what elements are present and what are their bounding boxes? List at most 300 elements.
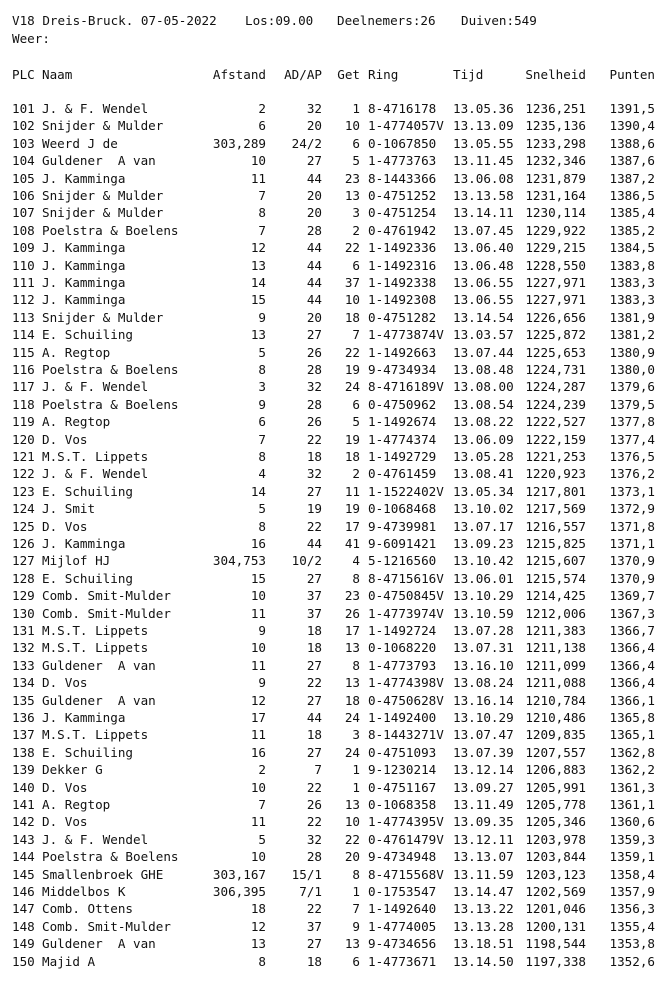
cell-adap: 28 [306,396,322,412]
cell-get: 8 [352,657,360,673]
cell-get: 6 [352,396,360,412]
table-row [0,465,670,482]
cell-ring: 1-4774057V [368,118,444,134]
cell-snelheid: 1215,574 [525,570,586,586]
cell-ring: 1-4774005 [368,918,437,934]
cell-punten: 1366,1 [609,692,655,708]
cell-ring: 1-1522402V [368,483,444,499]
cell-snelheid: 1200,131 [525,918,586,934]
cell-snelheid: 1197,338 [525,953,586,969]
cell-adap: 44 [306,275,322,290]
cell-punten: 1385,4 [609,205,655,221]
cell-plc: 107 [12,205,35,221]
cell-afstand: 16 [250,536,266,551]
cell-snelheid: 1210,486 [525,710,586,725]
cell-naam: Middelbos K [42,884,126,899]
cell-punten: 1365,1 [609,727,655,743]
cell-snelheid: 1226,656 [525,309,586,325]
cell-tijd: 13.10.29 [453,588,514,604]
pigeons-count: Duiven:549 [461,13,537,28]
cell-punten: 1355,4 [609,918,655,934]
cell-naam: J. Smit [42,501,96,517]
cell-naam: D. Vos [42,814,88,830]
col-tijd: Tijd [453,67,484,82]
cell-afstand: 303,167 [212,866,266,882]
cell-ring: 0-4751252 [368,188,437,203]
cell-punten: 1359,3 [609,831,655,847]
cell-plc: 123 [12,483,35,499]
cell-naam: Snijder & Mulder [42,205,164,221]
weather-line [0,30,670,47]
cell-plc: 147 [12,901,35,917]
cell-naam: E. Schuiling [42,570,133,586]
cell-punten: 1366,4 [609,640,655,656]
cell-punten: 1362,2 [609,762,655,778]
cell-snelheid: 1207,557 [525,744,586,760]
cell-naam: J. & F. Wendel [42,379,149,395]
cell-punten: 1377,4 [609,431,655,447]
cell-snelheid: 1225,653 [525,344,586,360]
cell-get: 26 [344,605,360,621]
cell-punten: 1383,3 [609,275,655,290]
cell-afstand: 306,395 [212,884,266,899]
cell-adap: 20 [306,188,322,203]
cell-snelheid: 1211,138 [525,640,586,656]
cell-plc: 133 [12,657,35,673]
table-row [0,187,670,204]
cell-plc: 112 [12,292,35,308]
cell-afstand: 16 [250,744,266,760]
cell-adap: 27 [306,936,322,952]
cell-get: 6 [352,953,360,969]
cell-tijd: 13.06.01 [453,570,514,586]
cell-plc: 148 [12,918,35,934]
cell-plc: 145 [12,866,35,882]
header-line [0,12,670,29]
cell-ring: 1-4773974V [368,605,444,621]
cell-punten: 1356,3 [609,901,655,917]
cell-afstand: 7 [258,188,266,203]
cell-naam: J. & F. Wendel [42,101,149,116]
table-row [0,918,670,935]
cell-snelheid: 1214,425 [525,588,586,604]
cell-snelheid: 1205,346 [525,814,586,830]
cell-tijd: 13.07.17 [453,518,514,534]
cell-punten: 1385,2 [609,222,655,238]
cell-plc: 126 [12,536,35,551]
cell-punten: 1353,8 [609,936,655,952]
cell-afstand: 11 [250,814,266,830]
cell-naam: E. Schuiling [42,483,133,499]
cell-punten: 1386,5 [609,188,655,203]
cell-afstand: 10 [250,640,266,656]
cell-tijd: 13.06.55 [453,275,514,290]
table-row [0,726,670,743]
cell-punten: 1384,5 [609,240,655,256]
cell-naam: J. Kamminga [42,240,126,256]
cell-ring: 0-4750628V [368,692,444,708]
cell-snelheid: 1231,164 [525,188,586,203]
cell-get: 20 [344,849,360,865]
cell-afstand: 6 [258,118,266,134]
col-snelheid: Snelheid [525,67,586,82]
cell-ring: 1-4773763 [368,153,437,169]
cell-snelheid: 1230,114 [525,205,586,221]
cell-ring: 9-6091421 [368,536,437,551]
cell-naam: J. Kamminga [42,170,126,186]
cell-tijd: 13.11.45 [453,153,514,169]
table-row [0,204,670,221]
cell-adap: 19 [306,501,322,517]
cell-afstand: 13 [250,257,266,273]
cell-adap: 22 [306,814,322,830]
cell-adap: 32 [306,379,322,395]
cell-naam: M.S.T. Lippets [42,727,149,743]
cell-tijd: 13.16.14 [453,692,514,708]
cell-ring: 1-1492336 [368,240,437,256]
cell-tijd: 13.10.59 [453,605,514,621]
cell-tijd: 13.07.31 [453,640,514,656]
cell-adap: 27 [306,570,322,586]
cell-snelheid: 1229,215 [525,240,586,256]
cell-snelheid: 1210,784 [525,692,586,708]
cell-snelheid: 1236,251 [525,101,586,116]
cell-plc: 120 [12,431,35,447]
cell-afstand: 5 [258,831,266,847]
cell-get: 5 [352,153,360,169]
cell-snelheid: 1221,253 [525,449,586,464]
cell-plc: 118 [12,396,35,412]
cell-adap: 28 [306,362,322,377]
cell-adap: 20 [306,118,322,134]
cell-adap: 18 [306,727,322,743]
cell-ring: 1-4774398V [368,675,444,691]
table-row [0,866,670,883]
cell-afstand: 8 [258,205,266,221]
cell-punten: 1373,1 [609,483,655,499]
cell-punten: 1370,9 [609,553,655,569]
cell-tijd: 13.08.22 [453,414,514,430]
cell-ring: 0-4751093 [368,744,437,760]
cell-afstand: 9 [258,675,266,691]
cell-adap: 7 [314,762,322,778]
cell-naam: D. Vos [42,431,88,447]
cell-naam: Guldener A van [42,153,156,169]
cell-ring: 0-4751282 [368,309,437,325]
cell-ring: 1-4773874V [368,327,444,343]
cell-ring: 0-4750845V [368,588,444,604]
cell-tijd: 13.12.14 [453,762,514,778]
table-row [0,779,670,796]
cell-tijd: 13.08.48 [453,362,514,377]
table-row [0,483,670,500]
cell-punten: 1383,8 [609,257,655,273]
cell-naam: M.S.T. Lippets [42,449,149,464]
cell-get: 17 [344,623,360,638]
cell-snelheid: 1227,971 [525,275,586,290]
cell-afstand: 11 [250,170,266,186]
table-row [0,239,670,256]
table-row [0,152,670,169]
cell-punten: 1381,2 [609,327,655,343]
cell-adap: 28 [306,849,322,865]
cell-punten: 1357,9 [609,884,655,899]
cell-tijd: 13.08.00 [453,379,514,395]
cell-get: 5 [352,414,360,430]
cell-tijd: 13.11.59 [453,866,514,882]
table-row [0,953,670,970]
cell-afstand: 9 [258,623,266,638]
cell-get: 1 [352,884,360,899]
cell-ring: 0-4751254 [368,205,437,221]
table-row [0,291,670,308]
cell-punten: 1367,3 [609,605,655,621]
cell-get: 19 [344,431,360,447]
cell-naam: Poelstra & Boelens [42,222,179,238]
cell-tijd: 13.09.35 [453,814,514,830]
cell-adap: 20 [306,309,322,325]
cell-plc: 135 [12,692,35,708]
cell-afstand: 5 [258,344,266,360]
cell-ring: 0-4750962 [368,396,437,412]
cell-naam: Poelstra & Boelens [42,362,179,377]
cell-punten: 1359,1 [609,849,655,865]
cell-naam: M.S.T. Lippets [42,640,149,656]
cell-adap: 44 [306,257,322,273]
cell-adap: 18 [306,953,322,969]
cell-punten: 1352,6 [609,953,655,969]
cell-afstand: 12 [250,692,266,708]
cell-naam: J. Kamminga [42,292,126,308]
cell-snelheid: 1222,527 [525,414,586,430]
cell-punten: 1390,4 [609,118,655,134]
cell-afstand: 17 [250,710,266,725]
cell-adap: 20 [306,205,322,221]
cell-snelheid: 1203,844 [525,849,586,865]
cell-tijd: 13.06.55 [453,292,514,308]
table-row [0,135,670,152]
cell-get: 3 [352,727,360,743]
cell-snelheid: 1211,099 [525,657,586,673]
cell-snelheid: 1232,346 [525,153,586,169]
cell-plc: 127 [12,553,35,569]
cell-naam: Guldener A van [42,936,156,952]
cell-naam: J. Kamminga [42,275,126,290]
cell-plc: 117 [12,379,35,395]
cell-naam: Snijder & Mulder [42,188,164,203]
col-get: Get [337,67,360,82]
cell-plc: 149 [12,936,35,952]
cell-tijd: 13.13.22 [453,901,514,917]
cell-get: 41 [344,536,360,551]
cell-tijd: 13.06.09 [453,431,514,447]
cell-naam: E. Schuiling [42,327,133,343]
cell-ring: 1-1492316 [368,257,437,273]
cell-get: 19 [344,362,360,377]
cell-ring: 0-4761942 [368,222,437,238]
cell-tijd: 13.16.10 [453,657,514,673]
cell-tijd: 13.05.55 [453,135,514,151]
cell-ring: 1-4774374 [368,431,437,447]
cell-tijd: 13.12.11 [453,831,514,847]
cell-get: 37 [344,275,360,290]
cell-snelheid: 1215,607 [525,553,586,569]
cell-tijd: 13.10.02 [453,501,514,517]
cell-get: 6 [352,135,360,151]
cell-afstand: 10 [250,153,266,169]
cell-afstand: 304,753 [212,553,266,569]
table-row [0,900,670,917]
cell-plc: 106 [12,188,35,203]
cell-ring: 0-4751167 [368,779,437,795]
cell-afstand: 12 [250,240,266,256]
cell-adap: 37 [306,605,322,621]
cell-plc: 130 [12,605,35,621]
cell-ring: 1-1492674 [368,414,437,430]
cell-get: 10 [344,118,360,134]
cell-afstand: 11 [250,605,266,621]
cell-punten: 1365,8 [609,710,655,725]
cell-adap: 7/1 [299,884,322,899]
cell-afstand: 10 [250,588,266,604]
cell-plc: 102 [12,118,35,134]
cell-tijd: 13.07.28 [453,623,514,638]
cell-adap: 27 [306,692,322,708]
cell-ring: 0-1068468 [368,501,437,517]
table-row [0,257,670,274]
cell-afstand: 4 [258,466,266,482]
cell-ring: 9-4734948 [368,849,437,865]
cell-adap: 37 [306,588,322,604]
cell-ring: 9-4734656 [368,936,437,952]
cell-afstand: 10 [250,849,266,865]
cell-plc: 146 [12,884,35,899]
cell-afstand: 12 [250,918,266,934]
cell-get: 8 [352,866,360,882]
cell-adap: 32 [306,466,322,482]
column-header-row [0,66,670,83]
cell-snelheid: 1205,778 [525,797,586,812]
cell-ring: 8-4716178 [368,101,437,116]
cell-get: 13 [344,936,360,952]
cell-tijd: 13.13.28 [453,918,514,934]
table-row [0,692,670,709]
table-row [0,413,670,430]
cell-naam: Smallenbroek GHE [42,866,164,882]
cell-get: 19 [344,501,360,517]
cell-ring: 1-4773793 [368,657,437,673]
cell-adap: 32 [306,831,322,847]
race-title: V18 Dreis-Bruck. 07-05-2022 [12,13,217,28]
cell-afstand: 7 [258,222,266,238]
cell-get: 13 [344,797,360,812]
cell-naam: Poelstra & Boelens [42,396,179,412]
cell-adap: 27 [306,327,322,343]
cell-plc: 109 [12,240,35,256]
cell-adap: 27 [306,483,322,499]
table-row [0,100,670,117]
cell-snelheid: 1220,923 [525,466,586,482]
cell-ring: 1-4773671 [368,953,437,969]
cell-ring: 1-1492338 [368,275,437,290]
cell-ring: 0-4761459 [368,466,437,482]
cell-snelheid: 1203,978 [525,831,586,847]
cell-punten: 1391,5 [609,101,655,116]
cell-adap: 18 [306,449,322,464]
cell-naam: J. Kamminga [42,536,126,551]
cell-tijd: 13.05.36 [453,101,514,116]
cell-snelheid: 1227,971 [525,292,586,308]
cell-naam: Comb. Smit-Mulder [42,588,171,604]
cell-naam: A. Regtop [42,414,111,430]
table-row [0,848,670,865]
cell-afstand: 8 [258,362,266,377]
cell-get: 24 [344,744,360,760]
cell-ring: 8-4716189V [368,379,444,395]
cell-plc: 111 [12,275,35,290]
cell-plc: 113 [12,309,35,325]
cell-naam: Majid A [42,953,96,969]
table-row [0,518,670,535]
cell-plc: 101 [12,101,35,116]
cell-snelheid: 1229,922 [525,222,586,238]
cell-get: 10 [344,814,360,830]
cell-afstand: 8 [258,518,266,534]
cell-snelheid: 1202,569 [525,884,586,899]
cell-naam: Guldener A van [42,657,156,673]
cell-ring: 8-1443271V [368,727,444,743]
cell-afstand: 13 [250,327,266,343]
cell-get: 8 [352,570,360,586]
cell-adap: 22 [306,518,322,534]
cell-afstand: 18 [250,901,266,917]
cell-get: 13 [344,640,360,656]
table-row [0,813,670,830]
cell-plc: 128 [12,570,35,586]
cell-get: 22 [344,344,360,360]
table-row [0,935,670,952]
cell-punten: 1361,1 [609,797,655,812]
cell-snelheid: 1201,046 [525,901,586,917]
cell-punten: 1381,9 [609,309,655,325]
cell-naam: J. Kamminga [42,257,126,273]
cell-get: 11 [344,483,360,499]
cell-afstand: 7 [258,797,266,812]
cell-snelheid: 1222,159 [525,431,586,447]
cell-ring: 0-1068220 [368,640,437,656]
cell-punten: 1388,6 [609,135,655,151]
cell-plc: 136 [12,710,35,725]
cell-punten: 1383,3 [609,292,655,308]
cell-naam: J. Kamminga [42,710,126,725]
cell-get: 22 [344,240,360,256]
cell-plc: 122 [12,466,35,482]
cell-adap: 44 [306,292,322,308]
cell-snelheid: 1224,731 [525,362,586,377]
cell-punten: 1387,2 [609,170,655,186]
cell-tijd: 13.14.50 [453,953,514,969]
cell-punten: 1360,6 [609,814,655,830]
cell-afstand: 11 [250,727,266,743]
cell-get: 23 [344,170,360,186]
cell-get: 7 [352,901,360,917]
cell-snelheid: 1205,991 [525,779,586,795]
cell-snelheid: 1206,883 [525,762,586,778]
cell-ring: 9-4734934 [368,362,437,377]
cell-snelheid: 1203,123 [525,866,586,882]
cell-punten: 1371,8 [609,518,655,534]
cell-adap: 15/1 [291,866,322,882]
